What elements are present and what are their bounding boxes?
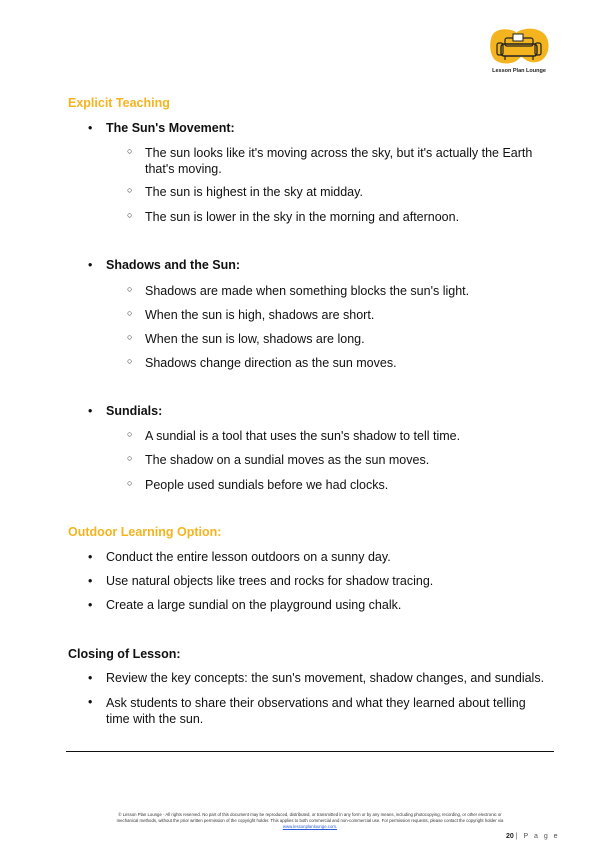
list-item-text: Review the key concepts: the sun's movement, shadow changes, and sundials.	[106, 671, 545, 685]
copyright-line-2: mechanical methods, without the prior written permission of the copyright holder. This applies to both commercial and non-commercial use. For permission requests, please contact the copyright holder via	[116, 818, 504, 823]
list-item-text: Use natural objects like trees and rocks for shadow tracing.	[106, 574, 434, 588]
section-title: Shadows and the Sun:	[106, 258, 241, 272]
copyright-line-1: © Lesson Plan Lounge - All rights reserved. No part of this document may be reproduced, distributed, or transmitted in any form or by any means, including photocopying, recording, or other electronic or	[118, 812, 502, 817]
brand-logo	[487, 26, 551, 78]
page-label: | P a g e	[515, 833, 560, 840]
list-item-text: People used sundials before we had clocks.	[145, 478, 389, 492]
list-item-text: The sun looks like it's moving across the sky, but it's actually the Earth that's moving.	[145, 146, 533, 176]
section-title: The Sun's Movement:	[106, 121, 235, 135]
explicit-teaching-heading: Explicit Teaching	[68, 96, 170, 110]
list-item-text: The sun is lower in the sky in the morning and afternoon.	[145, 210, 460, 224]
list-item-text: Create a large sundial on the playground using chalk.	[106, 598, 402, 612]
section-title: Sundials:	[106, 404, 163, 418]
page-number	[506, 833, 560, 840]
list-item-text: The sun is highest in the sky at midday.	[145, 185, 363, 199]
sofa-icon	[487, 26, 551, 68]
list-item-text: When the sun is low, shadows are long.	[145, 332, 365, 346]
list-item-text: Shadows change direction as the sun moves.	[145, 356, 397, 370]
outdoor-heading: Outdoor Learning Option:	[68, 525, 222, 539]
list-item-text: Conduct the entire lesson outdoors on a sunny day.	[106, 550, 391, 564]
logo-text: Lesson Plan Lounge	[492, 68, 546, 74]
page-number-value: 20	[506, 833, 514, 840]
list-item-text: Ask students to share their observations and what they learned about telling time with the sun.	[106, 696, 526, 726]
footer-divider	[66, 751, 554, 752]
closing-heading: Closing of Lesson:	[68, 647, 181, 661]
website-link[interactable]: www.lessonplanlounge.com.	[282, 824, 338, 829]
list-item-text: A sundial is a tool that uses the sun's shadow to tell time.	[145, 429, 461, 443]
list-item-text: The shadow on a sundial moves as the sun moves.	[145, 453, 430, 467]
copyright-notice	[66, 812, 554, 830]
list-item-text: Shadows are made when something blocks the sun's light.	[145, 284, 470, 298]
list-item-text: When the sun is high, shadows are short.	[145, 308, 375, 322]
